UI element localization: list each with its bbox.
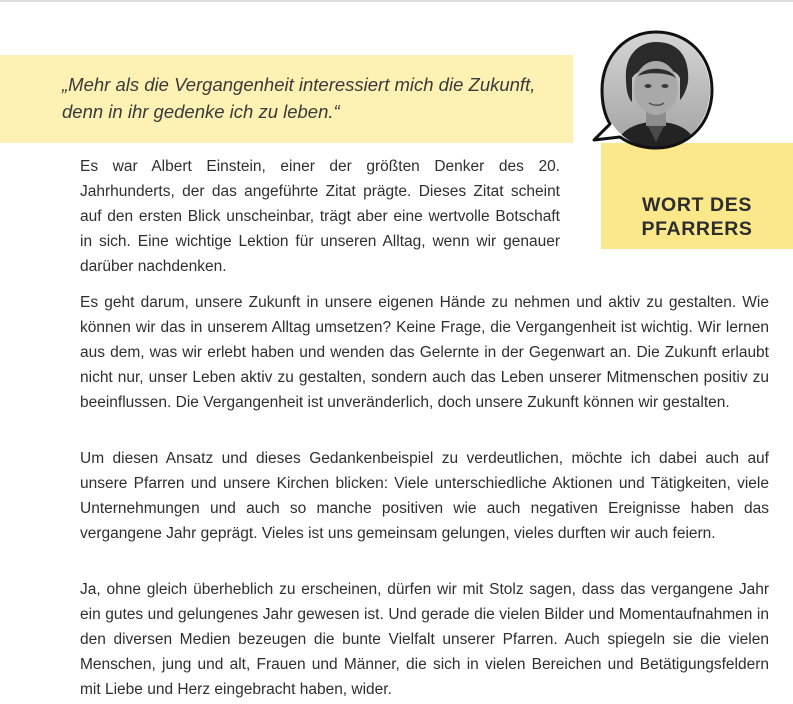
section-label bbox=[601, 193, 793, 241]
pull-quote: „Mehr als die Vergangenheit interessiert mich die Zukunft, denn in ihr gedenke ich zu leben.“ bbox=[62, 74, 536, 122]
paragraph-1: Es war Albert Einstein, einer der größten Denker des 20. Jahrhunderts, der das angeführte Zitat prägte. Dieses Zitat scheint auf den ersten Blick unscheinbar, trägt aber eine wertvolle Botschaft in sich. Eine wichtige Lektion für unseren Alltag, wenn wir genauer darüber nachdenken. bbox=[80, 158, 560, 275]
paragraph-3: Um diesen Ansatz und dieses Gedankenbeispiel zu verdeutlichen, möchte ich dabei auch auf unsere Pfarren und unsere Kirchen blicken: Viele unterschiedliche Aktionen und Tätigkeiten, viele Unternehmungen und auch so manche positiven wie auch negativen Ereignisse haben das vergangene Jahr geprägt. Vieles ist uns gemeinsam gelungen, vieles durften wir auch feiern. bbox=[80, 450, 769, 542]
paragraph-4: Ja, ohne gleich überheblich zu erscheinen, dürfen wir mit Stolz sagen, dass das vergangene Jahr ein gutes und gelungenes Jahr gewesen ist. Und gerade die vielen Bilder und Momentaufnahmen in den diversen Medien bezeugen die bunte Vielfalt unserer Pfarren. Auch spiegeln sie die vielen Menschen, jung und alt, Frauen und Männer, die sich in vielen Bereichen und Betätigungsfeldern mit Liebe und Herz eingebracht haben, wider. bbox=[80, 581, 769, 698]
section-label-line1: WORT DES bbox=[642, 194, 752, 216]
pastor-portrait-speech-bubble bbox=[590, 26, 720, 166]
paragraph-2: Es geht darum, unsere Zukunft in unsere eigenen Hände zu nehmen und aktiv zu gestalten. Wie können wir das in unserem Alltag umsetzen? Keine Frage, die Vergangenheit ist wichtig. Wir lernen aus dem, was wir erlebt haben und wenden das Gelernte in der Gegenwart an. Die Zukunft erlaubt nicht nur, unser Leben aktiv zu gestalten, sondern auch das Leben unserer Mitmenschen positiv zu beeinflussen. Die Vergangenheit ist unveränderlich, doch unsere Zukunft können wir gestalten. bbox=[80, 294, 769, 411]
section-label-line2: PFARRERS bbox=[641, 218, 753, 240]
top-divider bbox=[0, 0, 793, 2]
